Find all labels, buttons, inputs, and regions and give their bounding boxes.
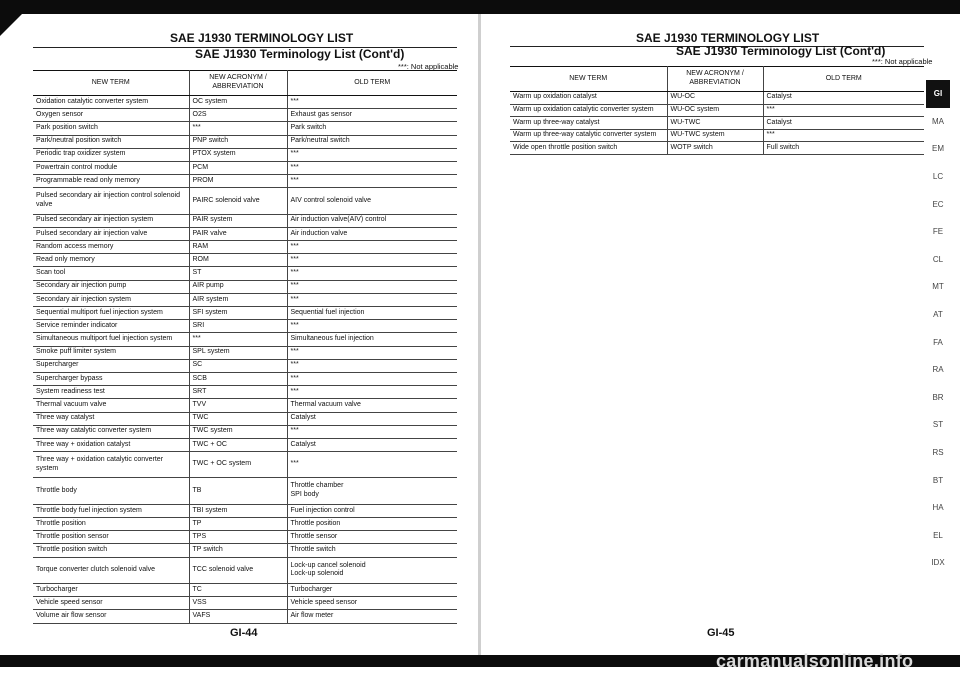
new-term-cell: Throttle position switch [33,544,189,557]
acronym-cell: SCB [189,372,287,385]
table-row [33,320,457,333]
section-tab-fa[interactable]: FA [933,337,943,347]
acronym-cell: TVV [189,399,287,412]
acronym-cell: PAIR valve [189,227,287,240]
new-term-cell: Powertrain control module [33,161,189,174]
header-new-acronym: NEW ACRONYM / ABBREVIATION [667,67,763,92]
table-row [33,597,457,610]
table-row [33,148,457,161]
table-row [33,478,457,504]
left-page-title: SAE J1930 TERMINOLOGY LIST [170,31,354,45]
section-tab-rs[interactable]: RS [932,448,944,458]
table-row [33,531,457,544]
acronym-cell: PCM [189,161,287,174]
section-tab-gi[interactable]: GI [926,80,950,108]
acronym-cell: PAIRC solenoid valve [189,188,287,214]
table-row [33,504,457,517]
acronym-cell: TPS [189,531,287,544]
acronym-cell: SPL system [189,346,287,359]
new-term-cell: Vehicle speed sensor [33,597,189,610]
acronym-cell: *** [189,122,287,135]
old-term-cell: Turbocharger [287,584,457,597]
old-term-cell: Catalyst [763,92,924,105]
new-term-cell: Three way + oxidation catalytic converter system [33,452,189,478]
old-term-cell: *** [287,280,457,293]
new-term-cell: Sequential multiport fuel injection system [33,307,189,320]
section-tab-fe[interactable]: FE [932,227,944,237]
new-term-cell: Torque converter clutch solenoid valve [33,557,189,583]
acronym-cell: ROM [189,254,287,267]
old-term-cell: Park/neutral switch [287,135,457,148]
section-tab-el[interactable]: EL [933,530,943,540]
table-row [33,122,457,135]
new-term-cell: Scan tool [33,267,189,280]
new-term-cell: Supercharger [33,359,189,372]
header-old-term: OLD TERM [763,67,924,92]
right-page-title: SAE J1930 TERMINOLOGY LIST [636,31,820,45]
table-row [33,293,457,306]
acronym-cell: TWC + OC [189,438,287,451]
table-row [33,544,457,557]
old-term-cell: Lock-up cancel solenoid Lock-up solenoid [287,557,457,583]
acronym-cell: AIR system [189,293,287,306]
new-term-cell: Oxidation catalytic converter system [33,96,189,109]
new-term-cell: Service reminder indicator [33,320,189,333]
old-term-cell: Simultaneous fuel injection [287,333,457,346]
acronym-cell: ST [189,267,287,280]
old-term-cell: Catalyst [287,438,457,451]
old-term-cell: Catalyst [763,117,924,130]
old-term-cell: *** [763,129,924,142]
new-term-cell: Programmable read only memory [33,175,189,188]
section-tab-ra[interactable]: RA [932,365,944,375]
table-row [33,359,457,372]
old-term-cell: Throttle sensor [287,531,457,544]
section-tab-ha[interactable]: HA [932,503,944,513]
old-term-cell: Vehicle speed sensor [287,597,457,610]
old-term-cell: Catalyst [287,412,457,425]
table-row [510,117,924,130]
acronym-cell: VAFS [189,610,287,623]
right-page-subtitle: SAE J1930 Terminology List (Cont'd) [676,44,886,58]
section-tab-at[interactable]: AT [933,310,943,320]
section-tab-st[interactable]: ST [932,420,944,430]
new-term-cell: Smoke puff limiter system [33,346,189,359]
section-tab-bt[interactable]: BT [932,475,944,485]
new-term-cell: Supercharger bypass [33,372,189,385]
acronym-cell: SRI [189,320,287,333]
old-term-cell: *** [287,254,457,267]
acronym-cell: PROM [189,175,287,188]
acronym-cell: SC [189,359,287,372]
right-not-applicable-note: ***: Not applicable [872,57,933,66]
acronym-cell: TP [189,518,287,531]
acronym-cell: PTOX system [189,148,287,161]
acronym-cell: VSS [189,597,287,610]
table-row [33,346,457,359]
acronym-cell: O2S [189,109,287,122]
section-tab-ec[interactable]: EC [932,199,944,209]
acronym-cell: AIR pump [189,280,287,293]
old-term-cell: Fuel injection control [287,504,457,517]
new-term-cell: Park position switch [33,122,189,135]
old-term-cell: Park switch [287,122,457,135]
left-page-number: GI-44 [230,627,258,639]
old-term-cell: *** [287,161,457,174]
acronym-cell: SRT [189,386,287,399]
new-term-cell: Turbocharger [33,584,189,597]
table-row [33,584,457,597]
acronym-cell: PAIR system [189,214,287,227]
new-term-cell: Throttle body fuel injection system [33,504,189,517]
table-row [33,438,457,451]
acronym-cell: TC [189,584,287,597]
table-row [33,161,457,174]
old-term-cell: *** [287,293,457,306]
acronym-cell: SFI system [189,307,287,320]
new-term-cell: Thermal vacuum valve [33,399,189,412]
header-old-term: OLD TERM [287,71,457,96]
new-term-cell: Warm up oxidation catalyst [510,92,667,105]
table-row [33,307,457,320]
section-tab-br[interactable]: BR [932,392,944,402]
old-term-cell: *** [287,346,457,359]
new-term-cell: Three way catalyst [33,412,189,425]
new-term-cell: Three way catalytic converter system [33,425,189,438]
table-row [33,96,457,109]
acronym-cell: WOTP switch [667,142,763,155]
table-row [33,610,457,623]
table-row [33,175,457,188]
top-black-bar [0,0,960,14]
new-term-cell: Pulsed secondary air injection valve [33,227,189,240]
old-term-cell: *** [287,96,457,109]
new-term-cell: Oxygen sensor [33,109,189,122]
new-term-cell: Throttle position sensor [33,531,189,544]
old-term-cell: *** [287,372,457,385]
table-row [33,267,457,280]
acronym-cell: WU-TWC system [667,129,763,142]
table-row [33,399,457,412]
table-row [33,518,457,531]
old-term-cell: *** [287,175,457,188]
bottom-bar-strip [0,655,500,660]
section-tab-lc[interactable]: LC [932,172,944,182]
old-term-cell: *** [287,386,457,399]
acronym-cell: OC system [189,96,287,109]
new-term-cell: Warm up three-way catalytic converter system [510,129,667,142]
new-term-cell: Secondary air injection pump [33,280,189,293]
header-new-acronym: NEW ACRONYM / ABBREVIATION [189,71,287,96]
new-term-cell: Three way + oxidation catalyst [33,438,189,451]
table-row [33,412,457,425]
old-term-cell: Full switch [763,142,924,155]
acronym-cell: RAM [189,241,287,254]
old-term-cell: *** [287,452,457,478]
old-term-cell: Sequential fuel injection [287,307,457,320]
old-term-cell: Throttle position [287,518,457,531]
header-new-term: NEW TERM [510,67,667,92]
old-term-cell: *** [287,241,457,254]
table-row [33,227,457,240]
left-terminology-table [33,70,457,624]
top-bar-corner [0,14,22,36]
right-terminology-table [510,66,924,155]
table-row [33,372,457,385]
old-term-cell: *** [763,104,924,117]
table-row [510,104,924,117]
new-term-cell: Random access memory [33,241,189,254]
acronym-cell: TP switch [189,544,287,557]
old-term-cell: Throttle switch [287,544,457,557]
old-term-cell: Exhaust gas sensor [287,109,457,122]
old-term-cell: Air flow meter [287,610,457,623]
new-term-cell: Volume air flow sensor [33,610,189,623]
new-term-cell: System readiness test [33,386,189,399]
header-new-term: NEW TERM [33,71,189,96]
watermark: carmanualsonline.info [716,651,914,671]
table-row [510,129,924,142]
old-term-cell: *** [287,425,457,438]
new-term-cell: Simultaneous multiport fuel injection system [33,333,189,346]
old-term-cell: Thermal vacuum valve [287,399,457,412]
section-tab-em[interactable]: EM [932,144,944,154]
table-row [33,280,457,293]
old-term-cell: *** [287,148,457,161]
acronym-cell: PNP switch [189,135,287,148]
old-term-cell: Air induction valve(AIV) control [287,214,457,227]
table-row [510,142,924,155]
right-table-header-row [510,67,924,92]
new-term-cell: Secondary air injection system [33,293,189,306]
new-term-cell: Read only memory [33,254,189,267]
section-tab-mt[interactable]: MT [932,282,944,292]
new-term-cell: Periodic trap oxidizer system [33,148,189,161]
acronym-cell: WU-OC [667,92,763,105]
new-term-cell: Throttle position [33,518,189,531]
old-term-cell: AIV control solenoid valve [287,188,457,214]
table-row [33,188,457,214]
section-tab-idx[interactable]: IDX [931,558,945,568]
old-term-cell: *** [287,320,457,333]
table-row [33,425,457,438]
section-tab-ma[interactable]: MA [932,116,944,126]
acronym-cell: TWC + OC system [189,452,287,478]
new-term-cell: Warm up three-way catalyst [510,117,667,130]
section-index-tabs [926,80,950,577]
acronym-cell: WU-TWC [667,117,763,130]
acronym-cell: TWC [189,412,287,425]
acronym-cell: TWC system [189,425,287,438]
page-gutter [478,14,481,655]
new-term-cell: Pulsed secondary air injection control solenoid valve [33,188,189,214]
left-table-header-row [33,71,457,96]
new-term-cell: Pulsed secondary air injection system [33,214,189,227]
new-term-cell: Park/neutral position switch [33,135,189,148]
table-row [33,135,457,148]
new-term-cell: Warm up oxidation catalytic converter system [510,104,667,117]
left-page-subtitle: SAE J1930 Terminology List (Cont'd) [195,47,405,61]
table-row [33,241,457,254]
old-term-cell: Air induction valve [287,227,457,240]
section-tab-cl[interactable]: CL [932,254,944,264]
old-term-cell: *** [287,359,457,372]
table-row [510,92,924,105]
old-term-cell: *** [287,267,457,280]
right-page-number: GI-45 [707,627,735,639]
new-term-cell: Wide open throttle position switch [510,142,667,155]
table-row [33,109,457,122]
old-term-cell: Throttle chamber SPI body [287,478,457,504]
acronym-cell: TB [189,478,287,504]
acronym-cell: TBI system [189,504,287,517]
table-row [33,254,457,267]
acronym-cell: *** [189,333,287,346]
left-not-applicable-note: ***: Not applicable [398,62,459,71]
acronym-cell: TCC solenoid valve [189,557,287,583]
table-row [33,557,457,583]
table-row [33,452,457,478]
acronym-cell: WU-OC system [667,104,763,117]
table-row [33,333,457,346]
table-row [33,386,457,399]
table-row [33,214,457,227]
new-term-cell: Throttle body [33,478,189,504]
